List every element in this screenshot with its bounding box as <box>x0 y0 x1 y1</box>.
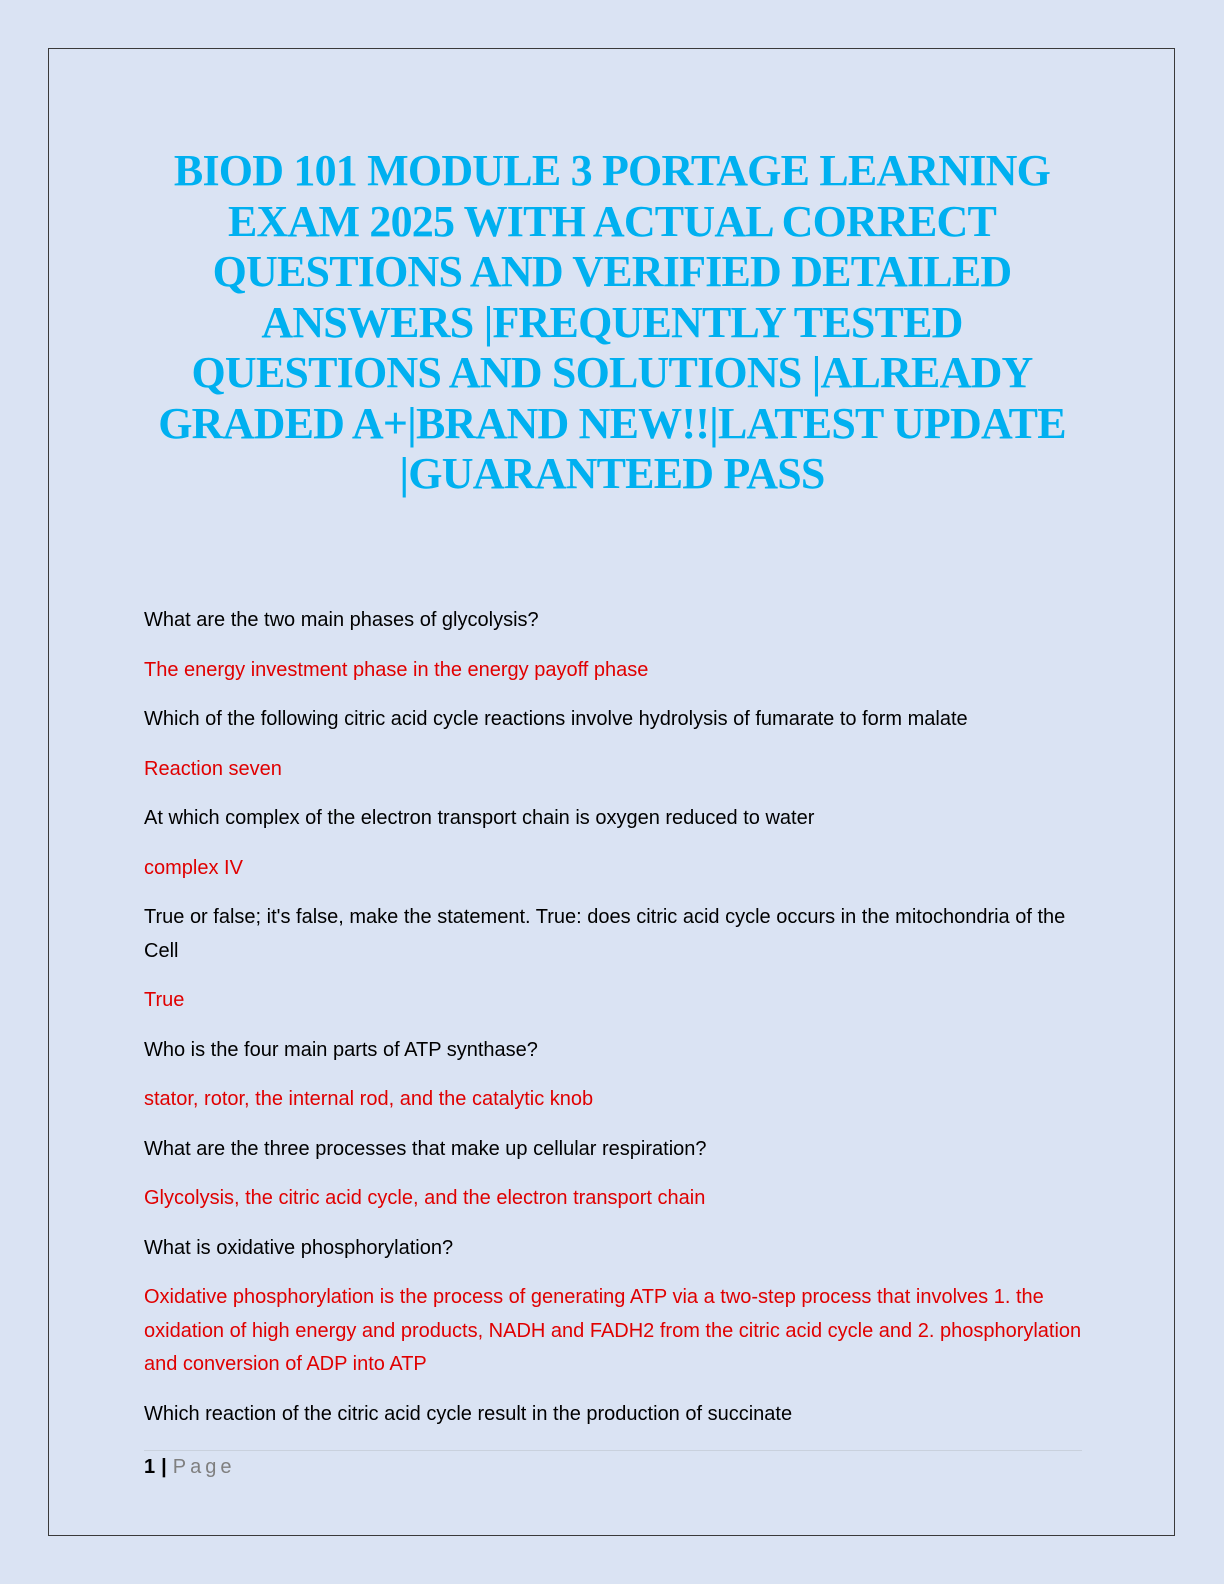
question-1: What are the two main phases of glycolysis? <box>144 609 539 631</box>
page-label: Page <box>172 1456 236 1478</box>
qa-list <box>144 604 1084 1447</box>
page-footer <box>144 1455 235 1479</box>
footer-divider <box>144 1450 1082 1451</box>
answer-1: The energy investment phase in the energy payoff phase <box>144 658 649 681</box>
answer-2: Reaction seven <box>144 757 282 780</box>
question-7: What is oxidative phosphorylation? <box>144 1236 454 1259</box>
answer-6: Glycolysis, the citric acid cycle, and the electron transport chain <box>144 1187 706 1209</box>
page-number: 1 <box>144 1456 156 1478</box>
question-6: What are the three processes that make up cellular respiration? <box>144 1137 707 1160</box>
question-5: Who is the four main parts of ATP synthase? <box>144 1038 538 1061</box>
question-8: Which reaction of the citric acid cycle result in the production of succinate <box>144 1402 793 1425</box>
answer-4: True <box>144 989 185 1011</box>
document-title: BIOD 101 MODULE 3 PORTAGE LEARNING EXAM 2025 WITH ACTUAL CORRECT QUESTIONS AND VERIFIED DETAILED ANSWERS |FREQUENTLY TESTED QUESTIONS AND SOLUTIONS |ALREADY GRADED A+|BRAND NEW!!|LATEST UPDATE |GUARANTEED PASS <box>158 146 1066 498</box>
question-3: At which complex of the electron transport chain is oxygen reduced to water <box>144 807 815 829</box>
answer-3: complex IV <box>144 856 243 879</box>
question-4: True or false; it's false, make the statement. True: does citric acid cycle occurs in the mitochondria of the Cell <box>144 906 1066 962</box>
question-2: Which of the following citric acid cycle reactions involve hydrolysis of fumarate to form malate <box>144 708 968 730</box>
answer-7: Oxidative phosphorylation is the process of generating ATP via a two-step process that involves 1. the oxidation of high energy and products, NADH and FADH2 from the citric acid cycle and 2. phosphorylation and conversion of ADP into ATP <box>144 1286 1082 1375</box>
page-separator: | <box>161 1456 167 1478</box>
answer-5: stator, rotor, the internal rod, and the catalytic knob <box>144 1088 594 1110</box>
